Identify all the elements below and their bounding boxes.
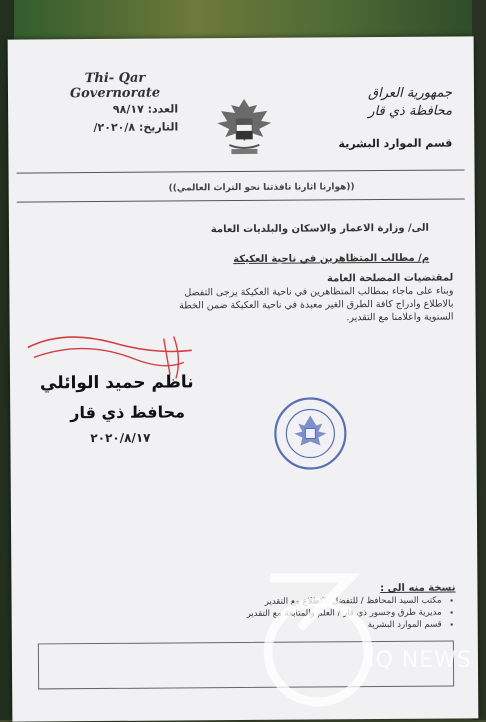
arabic-letterhead xyxy=(368,85,452,122)
slogan-divider xyxy=(17,198,465,202)
english-letterhead xyxy=(70,71,160,102)
date-value: ٢٠٢٠/٨/ xyxy=(93,120,136,135)
letter-date xyxy=(68,120,178,134)
department-name: قسم الموارد البشرية xyxy=(338,136,453,151)
copy-recipient: ▪ قسم الموارد البشرية xyxy=(136,619,442,633)
copies-title: نسخة منه الى : xyxy=(380,582,456,595)
body-heading: لمقتضيات المصلحة العامة xyxy=(326,272,454,285)
body-line: بالاطلاع وادراج كافة الطرق الغير معبدة في ناحية العكيكة ضمن الخطة xyxy=(179,298,454,312)
slogan: ((هوارنا اثارنا نافذتنا نحو التراث العالمي)) xyxy=(168,182,355,194)
signature-date: ٢٠٢٠/٨/١٧ xyxy=(90,430,151,446)
background-top xyxy=(0,0,486,40)
letter-body xyxy=(33,272,453,327)
iraq-emblem-icon xyxy=(211,93,277,159)
letter-number xyxy=(68,102,178,116)
document-sheet xyxy=(8,36,479,721)
recipient-line: الى/ وزارة الاعمار والاسكان والبلديات العامة xyxy=(210,222,429,236)
body-line: وبناء على ماجاء بمطالب المتظاهرين في ناحية العكيكة يرجى التفضل xyxy=(184,285,454,299)
copies-block xyxy=(135,583,455,633)
copy-recipient: ▪ مديرية طرق وجسور ذي قار / العلم والمتابعة مع التقدير xyxy=(136,607,442,621)
signer-title: محافظ ذي قار xyxy=(70,402,186,423)
copies-list xyxy=(136,595,456,633)
date-label: التاريخ: xyxy=(138,120,179,134)
header-divider xyxy=(17,169,465,173)
body-line: السنوية واعلامنا مع التقدير. xyxy=(346,311,454,324)
letterhead-en-line2: Governorate xyxy=(69,85,161,102)
number-value: ٩٨/١٧ xyxy=(112,102,144,116)
watermark-brand: IQ NEWS xyxy=(368,648,472,673)
letterhead-ar-line1: جمهورية العراق xyxy=(367,85,453,102)
letterhead-ar-line2: محافظة ذي قار xyxy=(368,103,453,120)
official-stamp-icon xyxy=(272,395,349,472)
subject-line: م/ مطالب المتظاهرين في ناحية العكيكة xyxy=(233,252,430,266)
number-label: العدد: xyxy=(147,102,179,116)
letterhead-en-line1: Thi- Qar xyxy=(84,70,146,87)
copy-recipient: ▪ مكتب السيد المحافظ / للتفضل بالاطلاع مع التقدير xyxy=(136,595,442,609)
signer-name: ناظم حميد الوائلي xyxy=(39,372,194,394)
